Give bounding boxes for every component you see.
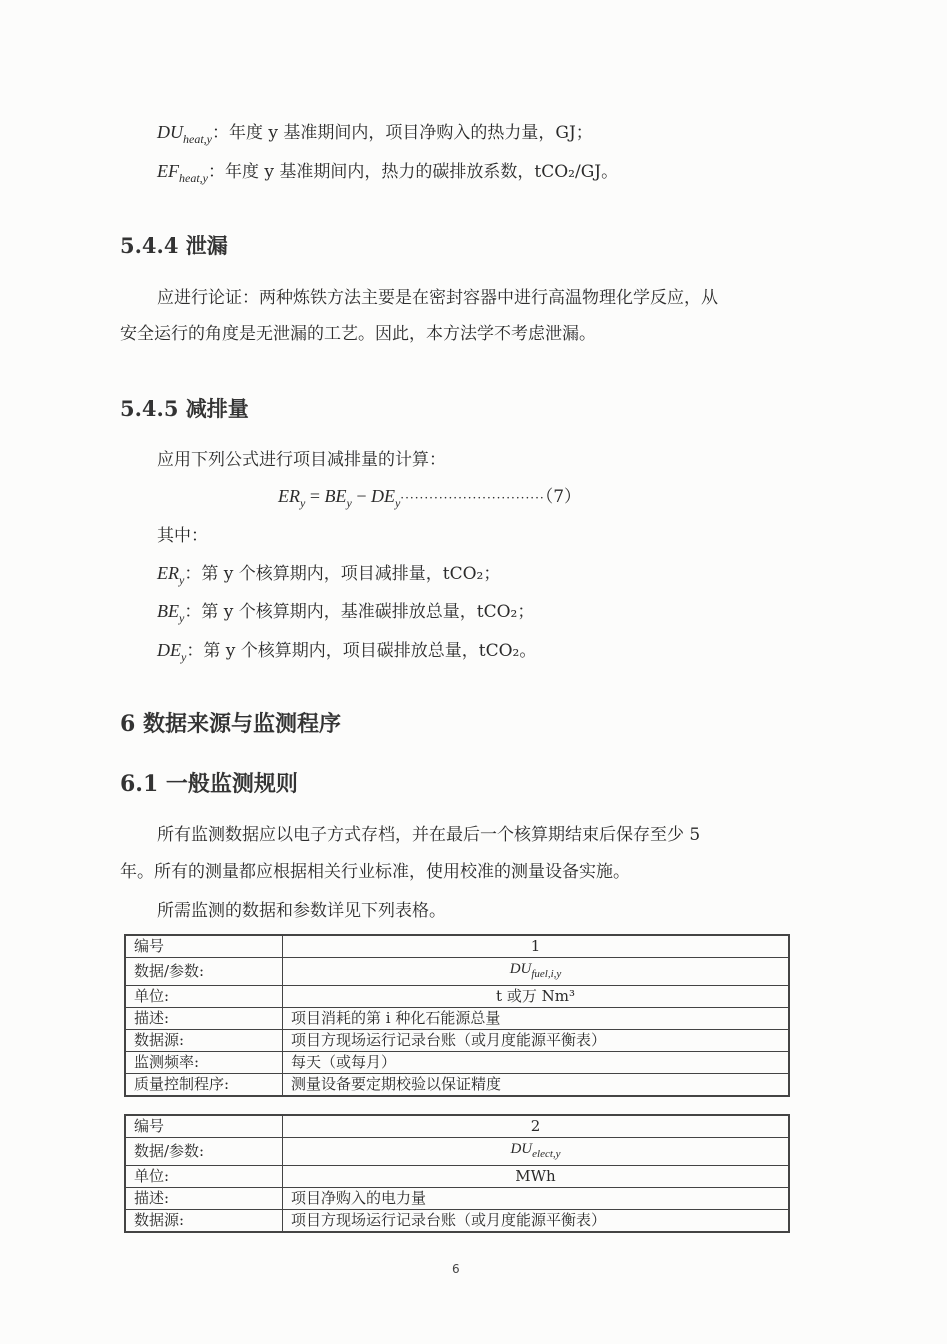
table-row — [125, 986, 789, 1008]
table-key: 描述: — [125, 1188, 283, 1210]
symbol: $DU_{heat,y}$ — [157, 122, 212, 146]
page-number: 6 — [452, 1262, 460, 1276]
paragraph-line: 所有监测数据应以电子方式存档，并在最后一个核算期结束后保存至少 5 — [157, 825, 701, 845]
table-value: 1 — [283, 935, 790, 958]
table-value: 项目净购入的电力量 — [283, 1188, 790, 1210]
table-row — [125, 1188, 789, 1210]
parameter-table-2 — [124, 1114, 790, 1233]
table-key: 编号 — [125, 935, 283, 958]
table-value: t 或万 Nm³ — [283, 986, 790, 1008]
table-row — [125, 1210, 789, 1233]
table-value: 2 — [283, 1115, 790, 1138]
table-row — [125, 1115, 789, 1138]
table-key: 数据/参数: — [125, 958, 283, 986]
def-be: $BE_y$：第 y 个核算期内，基准碳排放总量，tCO₂； — [157, 601, 535, 625]
table-row — [125, 1052, 789, 1074]
table-value: 项目方现场运行记录台账（或月度能源平衡表） — [283, 1210, 790, 1233]
section-heading-61: 6.1 一般监测规则 — [120, 771, 298, 797]
def-ef-heat: $EF_{heat,y}$：年度 y 基准期间内，热力的碳排放系数，tCO₂/GJ。 — [157, 161, 619, 185]
table-row — [125, 1074, 789, 1097]
table-key: 单位: — [125, 1166, 283, 1188]
table-row — [125, 1030, 789, 1052]
paragraph-line: 安全运行的角度是无泄漏的工艺。因此，本方法学不考虑泄漏。 — [120, 324, 596, 344]
table-row — [125, 1166, 789, 1188]
table-value: $DU_{elect,y}$ — [283, 1138, 790, 1166]
paragraph-line: 所需监测的数据和参数详见下列表格。 — [157, 901, 446, 921]
table-value: 每天（或每月） — [283, 1052, 790, 1074]
table-row — [125, 1008, 789, 1030]
table-value: $DU_{fuel,i,y}$ — [283, 958, 790, 986]
formula-7: $ER_y = BE_y - DE_y\cdot\cdot\cdot\cdot\cdot\cdot\cdot\cdot\cdot\cdot\cdot\cdot\cdot\cdot\cdot\cdot\cdot\cdot\cdot\cdot\cdot\cdot\cdot\cdot\cdot\cdot\cdot\cdot\cdot\cdot(7)$ — [278, 486, 582, 510]
def-du-heat: $DU_{heat,y}$：年度 y 基准期间内，项目净购入的热力量，GJ； — [157, 122, 593, 146]
table-key: 编号 — [125, 1115, 283, 1138]
paragraph-line: 年。所有的测量都应根据相关行业标准，使用校准的测量设备实施。 — [120, 862, 630, 882]
table-key: 数据源: — [125, 1210, 283, 1233]
table-value: 项目方现场运行记录台账（或月度能源平衡表） — [283, 1030, 790, 1052]
table-key: 单位: — [125, 986, 283, 1008]
table-value: 项目消耗的第 i 种化石能源总量 — [283, 1008, 790, 1030]
table-key: 描述: — [125, 1008, 283, 1030]
table-key: 数据/参数: — [125, 1138, 283, 1166]
parameter-table-1 — [124, 934, 790, 1097]
section-heading-544: 5.4.4 泄漏 — [120, 233, 228, 258]
paragraph-line: 应用下列公式进行项目减排量的计算： — [157, 450, 446, 470]
table-key: 数据源: — [125, 1030, 283, 1052]
table-row — [125, 935, 789, 958]
def-de: $DE_y$：第 y 个核算期内，项目碳排放总量，tCO₂。 — [157, 640, 537, 664]
section-heading-6: 6 数据来源与监测程序 — [120, 711, 341, 737]
table-row — [125, 1138, 789, 1166]
where-label: 其中： — [157, 526, 208, 546]
table-row — [125, 958, 789, 986]
def-er: $ER_y$：第 y 个核算期内，项目减排量，tCO₂； — [157, 563, 501, 587]
table-value: MWh — [283, 1166, 790, 1188]
section-heading-545: 5.4.5 减排量 — [120, 396, 249, 421]
paragraph-line: 应进行论证：两种炼铁方法主要是在密封容器中进行高温物理化学反应，从 — [157, 288, 718, 308]
table-key: 质量控制程序: — [125, 1074, 283, 1097]
table-key: 监测频率: — [125, 1052, 283, 1074]
equation-number: （7） — [544, 487, 582, 507]
symbol: $EF_{heat,y}$ — [157, 161, 208, 185]
table-value: 测量设备要定期校验以保证精度 — [283, 1074, 790, 1097]
